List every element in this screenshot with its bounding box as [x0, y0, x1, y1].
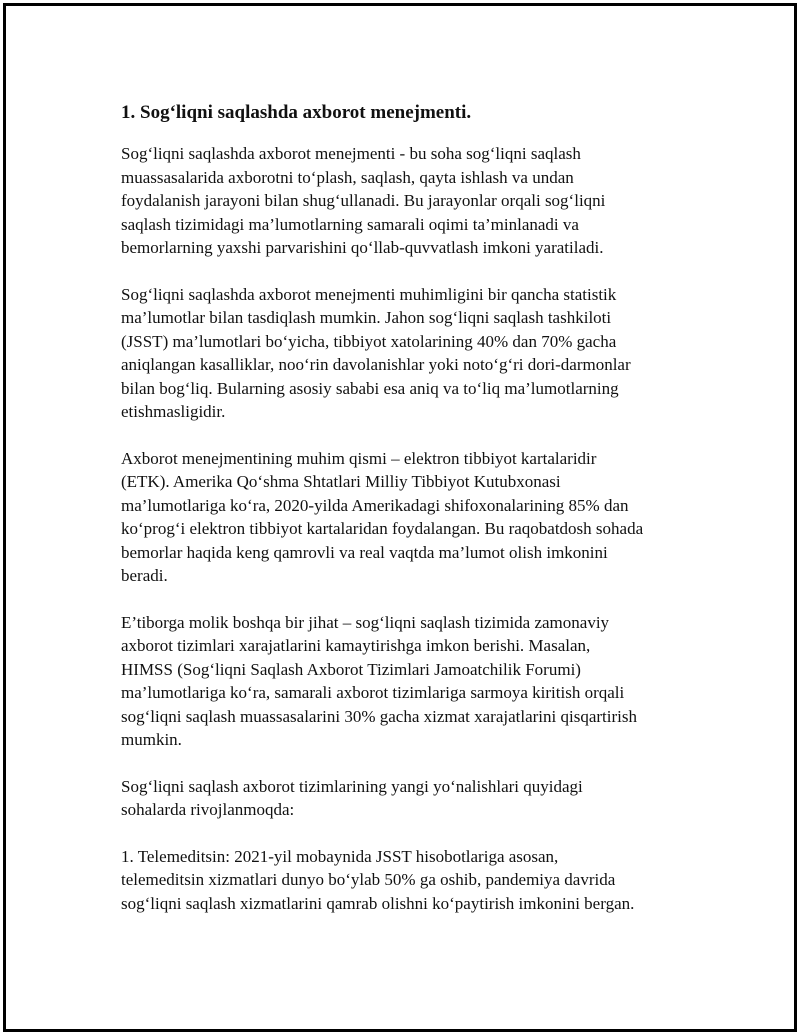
- paragraph-new-directions: Sog‘liqni saqlash axborot tizimlarining yangi yo‘nalishlari quyidagi sohalarda rivojlanmoqda:: [121, 776, 583, 819]
- paragraph-etk: Axborot menejmentining muhim qismi – elektron tibbiyot kartalaridir (ETK). Amerika Qo‘shma Shtatlari Milliy Tibbiyot Kutubxonasi ma’lumotlariga ko‘ra, 2020-yilda Amerikadagi shifoxonalarining 85% dan ko‘prog‘i elektron tibbiyot kartalaridan foydalangan. Bu raqobatdosh sohada bemorlar haqida keng qamrovli va real vaqtda ma’lumot olish imkonini beradi.: [121, 448, 644, 585]
- paragraph-costs: E’tiborga molik boshqa bir jihat – sog‘liqni saqlash tizimida zamonaviy axborot tizimlari xarajatlarini kamaytirishga imkon berishi. Masalan, HIMSS (Sog‘liqni Saqlash Axborot Tizimlari Jamoatchilik Forumi) ma’lumotlariga ko‘ra, samarali axborot tizimlariga sarmoya kiritish orqali sog‘liqni saqlash muassasalarini 30% gacha xizmat xarajatlarini qisqartirish mumkin.: [121, 612, 637, 749]
- page-frame: [3, 3, 797, 1032]
- paragraph-intro: Sog‘liqni saqlashda axborot menejmenti - bu soha sog‘liqni saqlash muassasalarida axborotni to‘plash, saqlash, qayta ishlash va undan foydalanish jarayoni bilan shug‘ullanadi. Bu jarayonlar orqali sog‘liqni saqlash tizimidagi ma’lumotlarning samarali oqimi ta’minlanadi va bemorlarning yaxshi parvarishini qo‘llab-quvvatlash imkoni yaratiladi.: [121, 144, 606, 257]
- document-title: 1. Sog‘liqni saqlashda axborot menejmenti.: [121, 102, 472, 123]
- paragraph-telemedicine: 1. Telemeditsin: 2021-yil mobaynida JSST hisobotlariga asosan, telemeditsin xizmatlari dunyo bo‘ylab 50% ga oshib, pandemiya davrida sog‘liqni saqlash xizmatlarini qamrab olishni ko‘paytirish imkonini bergan.: [121, 846, 635, 913]
- paragraph-statistics: Sog‘liqni saqlashda axborot menejmenti muhimligini bir qancha statistik ma’lumotlar bilan tasdiqlash mumkin. Jahon sog‘liqni saqlash tashkiloti (JSST) ma’lumotlari bo‘yicha, tibbiyot xatolarining 40% dan 70% gacha aniqlangan kasalliklar, noo‘rin davolanishlar yoki noto‘g‘ri dori-darmonlar bilan bog‘liq. Bularning asosiy sababi esa aniq va to‘liq ma’lumotlarning etishmasligidir.: [121, 284, 631, 421]
- document-body: [121, 98, 691, 938]
